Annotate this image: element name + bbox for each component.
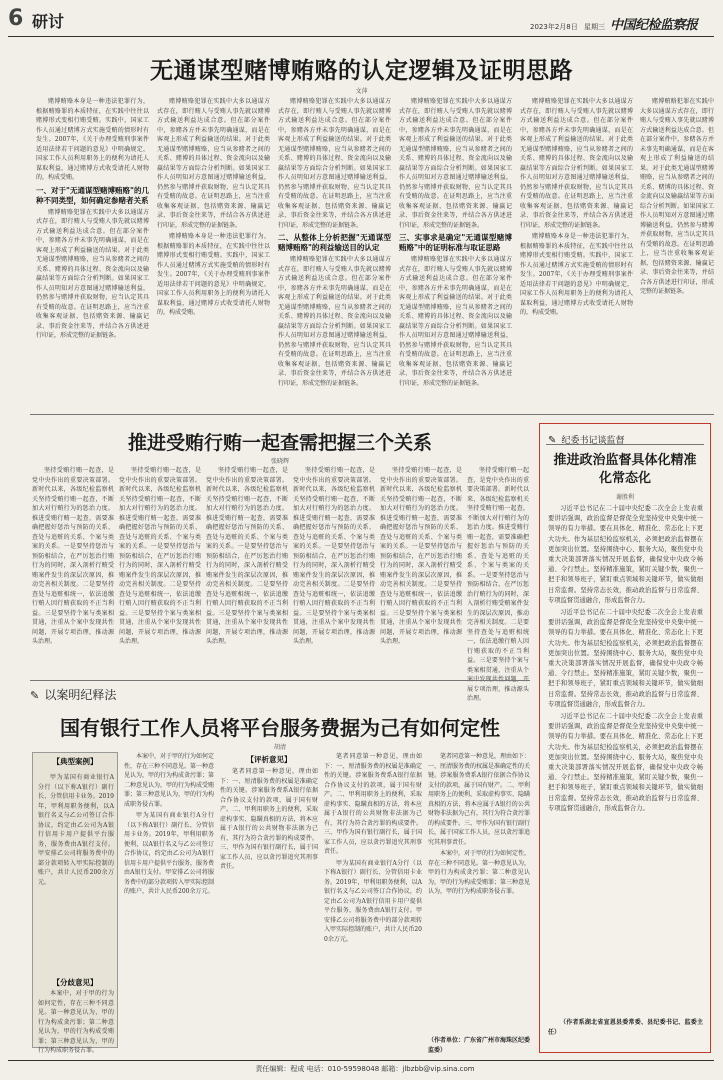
article1-body-e: 赌博贿赂犯罪在实践中大多以通谋方式存在，即行贿人与受贿人事先就以赌博方式输送利益达成合意。但在部分案件中，参赌各方并未事先明确通谋，而是在客观上形成了利益输送的结果。对于此类无通谋型赌博贿赂，应当从参赌者之间的关系、赌博的具体过程、资金流向以及输赢结果等方面综合分析判断。如果国家工作人员明知对方意图通过赌博输送利益，仍然参与赌博并获取财物，应当认定其具有受贿的故意。在证明思路上，应当注重收集客观证据，包括赌资来源、输赢记录、事后资金往来等，并结合各方供述进行印证，形成完整的证据链条。 — [278, 256, 391, 387]
paper-name: 中国纪检监察报 — [610, 18, 698, 33]
sidebar-body-b: 习近平总书记在二十届中央纪委二次全会上发表重要讲话强调，政治监督是督促全党坚持党中央集中统一领导的有力举措。要在具体化、精准化、常态化上下更大功夫。作为基层纪检监察机关，必须把政治监督摆在更加突出位置。坚持围绕中心、服务大局，聚焦党中央重大决策部署落实情况开展监督，确保党中央政令畅通、令行禁止。坚持精准施策，紧盯关键少数，聚焦一把手和领导班子，紧盯重点领域和关键环节，做实做细日常监督。坚持常态长效，推动政治监督与日常监督、专项监督贯通融合，形成监督合力。 — [548, 609, 703, 708]
article3-column-tag — [30, 684, 116, 703]
quill-icon: ✎ — [548, 435, 557, 446]
article1-col4 — [399, 97, 512, 409]
case-heading: 【典型案例】 — [52, 757, 98, 766]
article2-title: 推进受贿行贿一起查需把握三个关系 — [127, 432, 432, 454]
case-body-text: 甲为某国有商业银行A分行（以下称A银行）副行长、分管信用卡业务。2019年，甲利用职务便利，以A银行名义与乙公司签订合作协议，约定由乙公司为A银行信用卡用户提供平台服务，服务费由A银行支付。甲安排乙公司将服务费中的部分款项转入甲实际控制的账户，共计人民币200余万元。 — [38, 774, 114, 886]
article1-section2-heading: 二、从整体上分析把握"无通谋型赌博贿赂"的利益输送目的认定 — [278, 233, 391, 252]
sidebar-author: 谢胜利 — [615, 494, 634, 501]
article2-col1 — [32, 466, 114, 674]
sidebar-box — [539, 423, 711, 1053]
article2-body-f: 坚持受贿行贿一起查，是党中央作出的重要决策部署。新时代以来，各级纪检监察机关坚持受贿行贿一起查，不断加大对行贿行为的惩治力度。推进受贿行贿一起查，需要准确把握好惩治与预防的关系、查处与追赃的关系、个案与类案的关系。一是要坚持惩治与预防相结合，在严厉惩治行贿行为的同时，深入剖析行贿受贿案件发生的深层次原因，推动完善相关制度。二是要坚持查处与追赃相统一，依法追缴行贿人因行贿获取的不正当利益。三是要坚持个案与类案相贯通，注重从个案中发现共性问题，开展专项治理，推动源头治理。 — [467, 467, 529, 702]
article1-section3-heading: 三、实事求是确定"无通谋型赌博贿赂"中的证明标准与取证思路 — [399, 233, 512, 252]
article1-body-c: 赌博贿赂本身是一种违法犯罪行为，根据贿赂罪的本质特征，在实践中往往以赌博形式变相行贿受贿。实践中，国家工作人员通过赌博方式实施受贿的情形时有发生。2007年，《关于办理受贿刑事案件适用法律若干问题的意见》中明确规定，国家工作人员利用职务上的便利为请托人谋取利益，通过赌博方式收受请托人财物的，构成受贿。 — [157, 233, 270, 316]
article3-col4-text-b: 甲为某国有商业银行A分行（以下称A银行）副行长、分管信用卡业务。2019年，甲利用职务便利，以A银行名义与乙公司签订合作协议，约定由乙公司为A银行信用卡用户提供平台服务，服务费由A银行支付。甲安排乙公司将服务费中的部分款项转入甲实际控制的账户，共计人民币200余万元。 — [324, 859, 422, 943]
sidebar-tag-divider — [546, 444, 704, 445]
article3-column-name: 以案明纪释法 — [44, 688, 117, 702]
article3-col5-text-a: 笔者同意第一种意见，理由如下：一、厘清服务费的权属是准确定性的关键。涉案服务费系A银行依据合作协议支付的款项，属于国有财产。二、甲利用职务上的便利，采取虚构事实、隐瞒真相的方法，将本应属于A银行的公共财物非法据为己有，其行为符合贪污罪的构成要件。三、甲作为国有银行副行长，属于国家工作人员，应以贪污罪追究其刑事责任。 — [428, 753, 531, 846]
article2-body-b: 坚持受贿行贿一起查，是党中央作出的重要决策部署。新时代以来，各级纪检监察机关坚持受贿行贿一起查，不断加大对行贿行为的惩治力度。推进受贿行贿一起查，需要准确把握好惩治与预防的关系、查处与追赃的关系、个案与类案的关系。一是要坚持惩治与预防相结合，在严厉惩治行贿行为的同时，深入剖析行贿受贿案件发生的深层次原因，推动完善相关制度。二是要坚持查处与追赃相统一，依法追缴行贿人因行贿获取的不正当利益。三是要坚持个案与类案相贯通，注重从个案中发现共性问题，开展专项治理，推动源头治理。 — [119, 467, 201, 645]
article1-section1-heading: 一、对于"无通谋型赌博贿赂"的几种不同类型，如何确定参赌者关系 — [36, 185, 149, 205]
page-number: 6 — [8, 6, 24, 31]
analysis-body-text: 本案中，对于甲的行为如何定性，存在三种不同意见。第一种意见认为，甲的行为构成贪污罪；第二种意见认为，甲的行为构成受贿罪；第三种意见认为，甲的行为构成职务侵占罪。 — [38, 990, 114, 1054]
footer-divider — [8, 1060, 714, 1061]
article1-col6 — [640, 97, 714, 409]
article1-author: 文萍 — [355, 88, 368, 95]
article2-col2 — [119, 466, 201, 674]
article1-col1 — [36, 97, 149, 409]
article1-lead: 赌博贿赂本身是一种违法犯罪行为，根据贿赂罪的本质特征，在实践中往往以赌博形式变相行贿受贿。实践中，国家工作人员通过赌博方式实施受贿的情形时有发生。2007年，《关于办理受贿刑事案件适用法律若干问题的意见》中明确规定，国家工作人员利用职务上的便利为请托人谋取利益，通过赌博方式收受请托人财物的，构成受贿。 — [36, 98, 149, 181]
article1-body-f: 赌博贿赂犯罪在实践中大多以通谋方式存在，即行贿人与受贿人事先就以赌博方式输送利益达成合意。但在部分案件中，参赌各方并未事先明确通谋，而是在客观上形成了利益输送的结果。对于此类无通谋型赌博贿赂，应当从参赌者之间的关系、赌博的具体过程、资金流向以及输赢结果等方面综合分析判断。如果国家工作人员明知对方意图通过赌博输送利益，仍然参与赌博并获取财物，应当认定其具有受贿的故意。在证明思路上，应当注重收集客观证据，包括赌资来源、输赢记录、事后资金往来等，并结合各方供述进行印证，形成完整的证据链条。 — [399, 98, 512, 229]
article2-body-d: 坚持受贿行贿一起查，是党中央作出的重要决策部署。新时代以来，各级纪检监察机关坚持受贿行贿一起查，不断加大对行贿行为的惩治力度。推进受贿行贿一起查，需要准确把握好惩治与预防的关系、查处与追赃的关系、个案与类案的关系。一是要坚持惩治与预防相结合，在严厉惩治行贿行为的同时，深入剖析行贿受贿案件发生的深层次原因，推动完善相关制度。二是要坚持查处与追赃相统一，依法追缴行贿人因行贿获取的不正当利益。三是要坚持个案与类案相贯通，注重从个案中发现共性问题，开展专项治理，推动源头治理。 — [293, 467, 375, 645]
article2-body-e: 坚持受贿行贿一起查，是党中央作出的重要决策部署。新时代以来，各级纪检监察机关坚持受贿行贿一起查，不断加大对行贿行为的惩治力度。推进受贿行贿一起查，需要准确把握好惩治与预防的关系、查处与追赃的关系、个案与类案的关系。一是要坚持惩治与预防相结合，在严厉惩治行贿行为的同时，深入剖析行贿受贿案件发生的深层次原因，推动完善相关制度。二是要坚持查处与追赃相统一，依法追缴行贿人因行贿获取的不正当利益。三是要坚持个案与类案相贯通，注重从个案中发现共性问题，开展专项治理，推动源头治理。 — [380, 467, 462, 645]
sidebar-body-a: 习近平总书记在二十届中央纪委二次全会上发表重要讲话强调，政治监督是督促全党坚持党中央集中统一领导的有力举措。要在具体化、精准化、常态化上下更大功夫。作为基层纪检监察机关，必须把政治监督摆在更加突出位置。坚持围绕中心、服务大局，聚焦党中央重大决策部署落实情况开展监督，确保党中央政令畅通、令行禁止。坚持精准施策，紧盯关键少数，聚焦一把手和领导班子，紧盯重点领域和关键环节，做实做细日常监督。坚持常态长效，推动政治监督与日常监督、专项监督贯通融合，形成监督合力。 — [548, 505, 703, 604]
article3-col2-text-b: 甲为某国有商业银行A分行（以下称A银行）副行长、分管信用卡业务。2019年，甲利用职务便利，以A银行名义与乙公司签订合作协议，约定由乙公司为A银行信用卡用户提供平台服务，服务费由A银行支付。甲安排乙公司将服务费中的部分款项转入甲实际控制的账户，共计人民币200余万元。 — [124, 812, 215, 895]
article1-body-a: 赌博贿赂犯罪在实践中大多以通谋方式存在，即行贿人与受贿人事先就以赌博方式输送利益达成合意。但在部分案件中，参赌各方并未事先明确通谋，而是在客观上形成了利益输送的结果。对于此类无通谋型赌博贿赂，应当从参赌者之间的关系、赌博的具体过程、资金流向以及输赢结果等方面综合分析判断。如果国家工作人员明知对方意图通过赌博输送利益，仍然参与赌博并获取财物，应当认定其具有受贿的故意。在证明思路上，应当注重收集客观证据，包括赌资来源、输赢记录、事后资金往来等，并结合各方供述进行印证，形成完整的证据链条。 — [36, 208, 149, 339]
page-header — [0, 0, 723, 40]
quill-icon: ✎ — [30, 689, 40, 702]
article3-col3 — [220, 752, 318, 1048]
comment-heading: 【评析意见】 — [246, 755, 292, 764]
article2-col3 — [206, 466, 288, 674]
article3-col2 — [124, 752, 214, 1048]
article2-col6 — [467, 466, 529, 702]
article2-author: 张晓辉 — [270, 458, 289, 465]
article1-col5 — [520, 97, 633, 409]
article1-body-j: 赌博贿赂犯罪在实践中大多以通谋方式存在，即行贿人与受贿人事先就以赌博方式输送利益达成合意。但在部分案件中，参赌各方并未事先明确通谋，而是在客观上形成了利益输送的结果。对于此类无通谋型赌博贿赂，应当从参赌者之间的关系、赌博的具体过程、资金流向以及输赢结果等方面综合分析判断。如果国家工作人员明知对方意图通过赌博输送利益，仍然参与赌博并获取财物，应当认定其具有受贿的故意。在证明思路上，应当注重收集客观证据，包括赌资来源、输赢记录、事后资金往来等，并结合各方供述进行印证，形成完整的证据链条。 — [640, 98, 714, 295]
section-title: 研讨 — [32, 12, 65, 31]
article2-body-a: 坚持受贿行贿一起查，是党中央作出的重要决策部署。新时代以来，各级纪检监察机关坚持受贿行贿一起查，不断加大对行贿行为的惩治力度。推进受贿行贿一起查，需要准确把握好惩治与预防的关系、查处与追赃的关系、个案与类案的关系。一是要坚持惩治与预防相结合，在严厉惩治行贿行为的同时，深入剖析行贿受贿案件发生的深层次原因，推动完善相关制度。二是要坚持查处与追赃相统一，依法追缴行贿人因行贿获取的不正当利益。三是要坚持个案与类案相贯通，注重从个案中发现共性问题，开展专项治理，推动源头治理。 — [32, 467, 114, 645]
sidebar-body-c: 习近平总书记在二十届中央纪委二次全会上发表重要讲话强调，政治监督是督促全党坚持党中央集中统一领导的有力举措。要在具体化、精准化、常态化上下更大功夫。作为基层纪检监察机关，必须把政治监督摆在更加突出位置。坚持围绕中心、服务大局，聚焦党中央重大决策部署落实情况开展监督，确保党中央政令畅通、令行禁止。坚持精准施策，紧盯关键少数，聚焦一把手和领导班子，紧盯重点领域和关键环节，做实做细日常监督。坚持常态长效，推动政治监督与日常监督、专项监督贯通融合，形成监督合力。 — [548, 713, 703, 812]
article3-col4-text-a: 笔者同意第一种意见，理由如下：一、厘清服务费的权属是准确定性的关键。涉案服务费系A银行依据合作协议支付的款项，属于国有财产。二、甲利用职务上的便利，采取虚构事实、隐瞒真相的方法，将本应属于A银行的公共财物非法据为己有，其行为符合贪污罪的构成要件。三、甲作为国有银行副行长，属于国家工作人员，应以贪污罪追究其刑事责任。 — [324, 753, 422, 855]
article3-title: 国有银行工作人员将平台服务费据为己有如何定性 — [60, 716, 500, 740]
article3-col3-text: 笔者同意第一种意见，理由如下：一、厘清服务费的权属是准确定性的关键。涉案服务费系A银行依据合作协议支付的款项，属于国有财产。二、甲利用职务上的便利，采取虚构事实、隐瞒真相的方法，将本应属于A银行的公共财物非法据为己有，其行为符合贪污罪的构成要件。三、甲作为国有银行副行长，属于国家工作人员，应以贪污罪追究其刑事责任。 — [220, 768, 318, 870]
article1-divider — [30, 414, 714, 415]
article3-col5-text-b: 本案中，对于甲的行为如何定性，存在三种不同意见。第一种意见认为，甲的行为构成贪污罪；第二种意见认为，甲的行为构成受贿罪；第三种意见认为，甲的行为构成职务侵占罪。 — [428, 850, 531, 895]
article3-col5 — [428, 752, 530, 1032]
article1-title: 无通谋型赌博贿赂的认定逻辑及证明思路 — [150, 57, 573, 84]
article1-body-d: 赌博贿赂犯罪在实践中大多以通谋方式存在，即行贿人与受贿人事先就以赌博方式输送利益达成合意。但在部分案件中，参赌各方并未事先明确通谋，而是在客观上形成了利益输送的结果。对于此类无通谋型赌博贿赂，应当从参赌者之间的关系、赌博的具体过程、资金流向以及输赢结果等方面综合分析判断。如果国家工作人员明知对方意图通过赌博输送利益，仍然参与赌博并获取财物，应当认定其具有受贿的故意。在证明思路上，应当注重收集客观证据，包括赌资来源、输赢记录、事后资金往来等，并结合各方供述进行印证，形成完整的证据链条。 — [278, 98, 391, 229]
article3-col4 — [324, 752, 422, 1048]
article3-divider — [30, 680, 530, 681]
article3-col2-text-a: 本案中，对于甲的行为如何定性，存在三种不同意见。第一种意见认为，甲的行为构成贪污罪；第二种意见认为，甲的行为构成受贿罪；第三种意见认为，甲的行为构成职务侵占罪。 — [124, 753, 215, 808]
article2-body-c: 坚持受贿行贿一起查，是党中央作出的重要决策部署。新时代以来，各级纪检监察机关坚持受贿行贿一起查，不断加大对行贿行为的惩治力度。推进受贿行贿一起查，需要准确把握好惩治与预防的关系、查处与追赃的关系、个案与类案的关系。一是要坚持惩治与预防相结合，在严厉惩治行贿行为的同时，深入剖析行贿受贿案件发生的深层次原因，推动完善相关制度。二是要坚持查处与追赃相统一，依法追缴行贿人因行贿获取的不正当利益。三是要坚持个案与类案相贯通，注重从个案中发现共性问题，开展专项治理，推动源头治理。 — [206, 467, 288, 645]
article1-body-h: 赌博贿赂犯罪在实践中大多以通谋方式存在，即行贿人与受贿人事先就以赌博方式输送利益达成合意。但在部分案件中，参赌各方并未事先明确通谋，而是在客观上形成了利益输送的结果。对于此类无通谋型赌博贿赂，应当从参赌者之间的关系、赌博的具体过程、资金流向以及输赢结果等方面综合分析判断。如果国家工作人员明知对方意图通过赌博输送利益，仍然参与赌博并获取财物，应当认定其具有受贿的故意。在证明思路上，应当注重收集客观证据，包括赌资来源、输赢记录、事后资金往来等，并结合各方供述进行印证，形成完整的证据链条。 — [520, 98, 633, 229]
sidebar-column-name: 纪委书记谈监督 — [561, 436, 625, 446]
weekday: 星期三 — [583, 23, 605, 31]
article2-col5 — [380, 466, 462, 674]
sidebar-body — [548, 504, 703, 1004]
sidebar-credit: （作者系湖北省宣恩县委常委、县纪委书记、监委主任） — [548, 1019, 703, 1036]
article1-body-b: 赌博贿赂犯罪在实践中大多以通谋方式存在，即行贿人与受贿人事先就以赌博方式输送利益达成合意。但在部分案件中，参赌各方并未事先明确通谋，而是在客观上形成了利益输送的结果。对于此类无通谋型赌博贿赂，应当从参赌者之间的关系、赌博的具体过程、资金流向以及输赢结果等方面综合分析判断。如果国家工作人员明知对方意图通过赌博输送利益，仍然参与赌博并获取财物，应当认定其具有受贿的故意。在证明思路上，应当注重收集客观证据，包括赌资来源、输赢记录、事后资金往来等，并结合各方供述进行印证，形成完整的证据链条。 — [157, 98, 270, 229]
footer-line: 责任编辑：程成 电话：010-59598048 邮箱：jlbzbb@vip.sina.com — [255, 1065, 475, 1073]
sidebar-title: 推进政治监督具体化精准化常态化 — [553, 453, 697, 486]
analysis-body — [38, 989, 114, 1054]
header-date — [530, 22, 605, 32]
date: 2023年2月8日 — [530, 23, 578, 31]
article1-col3 — [278, 97, 391, 409]
header-divider — [8, 36, 714, 37]
article3-credit: （作者单位：广东省广州市海珠区纪委监委） — [428, 1037, 531, 1054]
article1-body-g: 赌博贿赂犯罪在实践中大多以通谋方式存在，即行贿人与受贿人事先就以赌博方式输送利益达成合意。但在部分案件中，参赌各方并未事先明确通谋，而是在客观上形成了利益输送的结果。对于此类无通谋型赌博贿赂，应当从参赌者之间的关系、赌博的具体过程、资金流向以及输赢结果等方面综合分析判断。如果国家工作人员明知对方意图通过赌博输送利益，仍然参与赌博并获取财物，应当认定其具有受贿的故意。在证明思路上，应当注重收集客观证据，包括赌资来源、输赢记录、事后资金往来等，并结合各方供述进行印证，形成完整的证据链条。 — [399, 256, 512, 387]
article2-col4 — [293, 466, 375, 674]
article1-body-i: 赌博贿赂本身是一种违法犯罪行为，根据贿赂罪的本质特征，在实践中往往以赌博形式变相行贿受贿。实践中，国家工作人员通过赌博方式实施受贿的情形时有发生。2007年，《关于办理受贿刑事案件适用法律若干问题的意见》中明确规定，国家工作人员利用职务上的便利为请托人谋取利益，通过赌博方式收受请托人财物的，构成受贿。 — [520, 233, 633, 316]
article3-author: 胡清 — [273, 744, 286, 751]
case-box — [32, 752, 118, 1054]
analysis-heading: 【分歧意见】 — [52, 978, 98, 987]
article1-col2 — [157, 97, 270, 409]
case-body — [38, 773, 114, 973]
